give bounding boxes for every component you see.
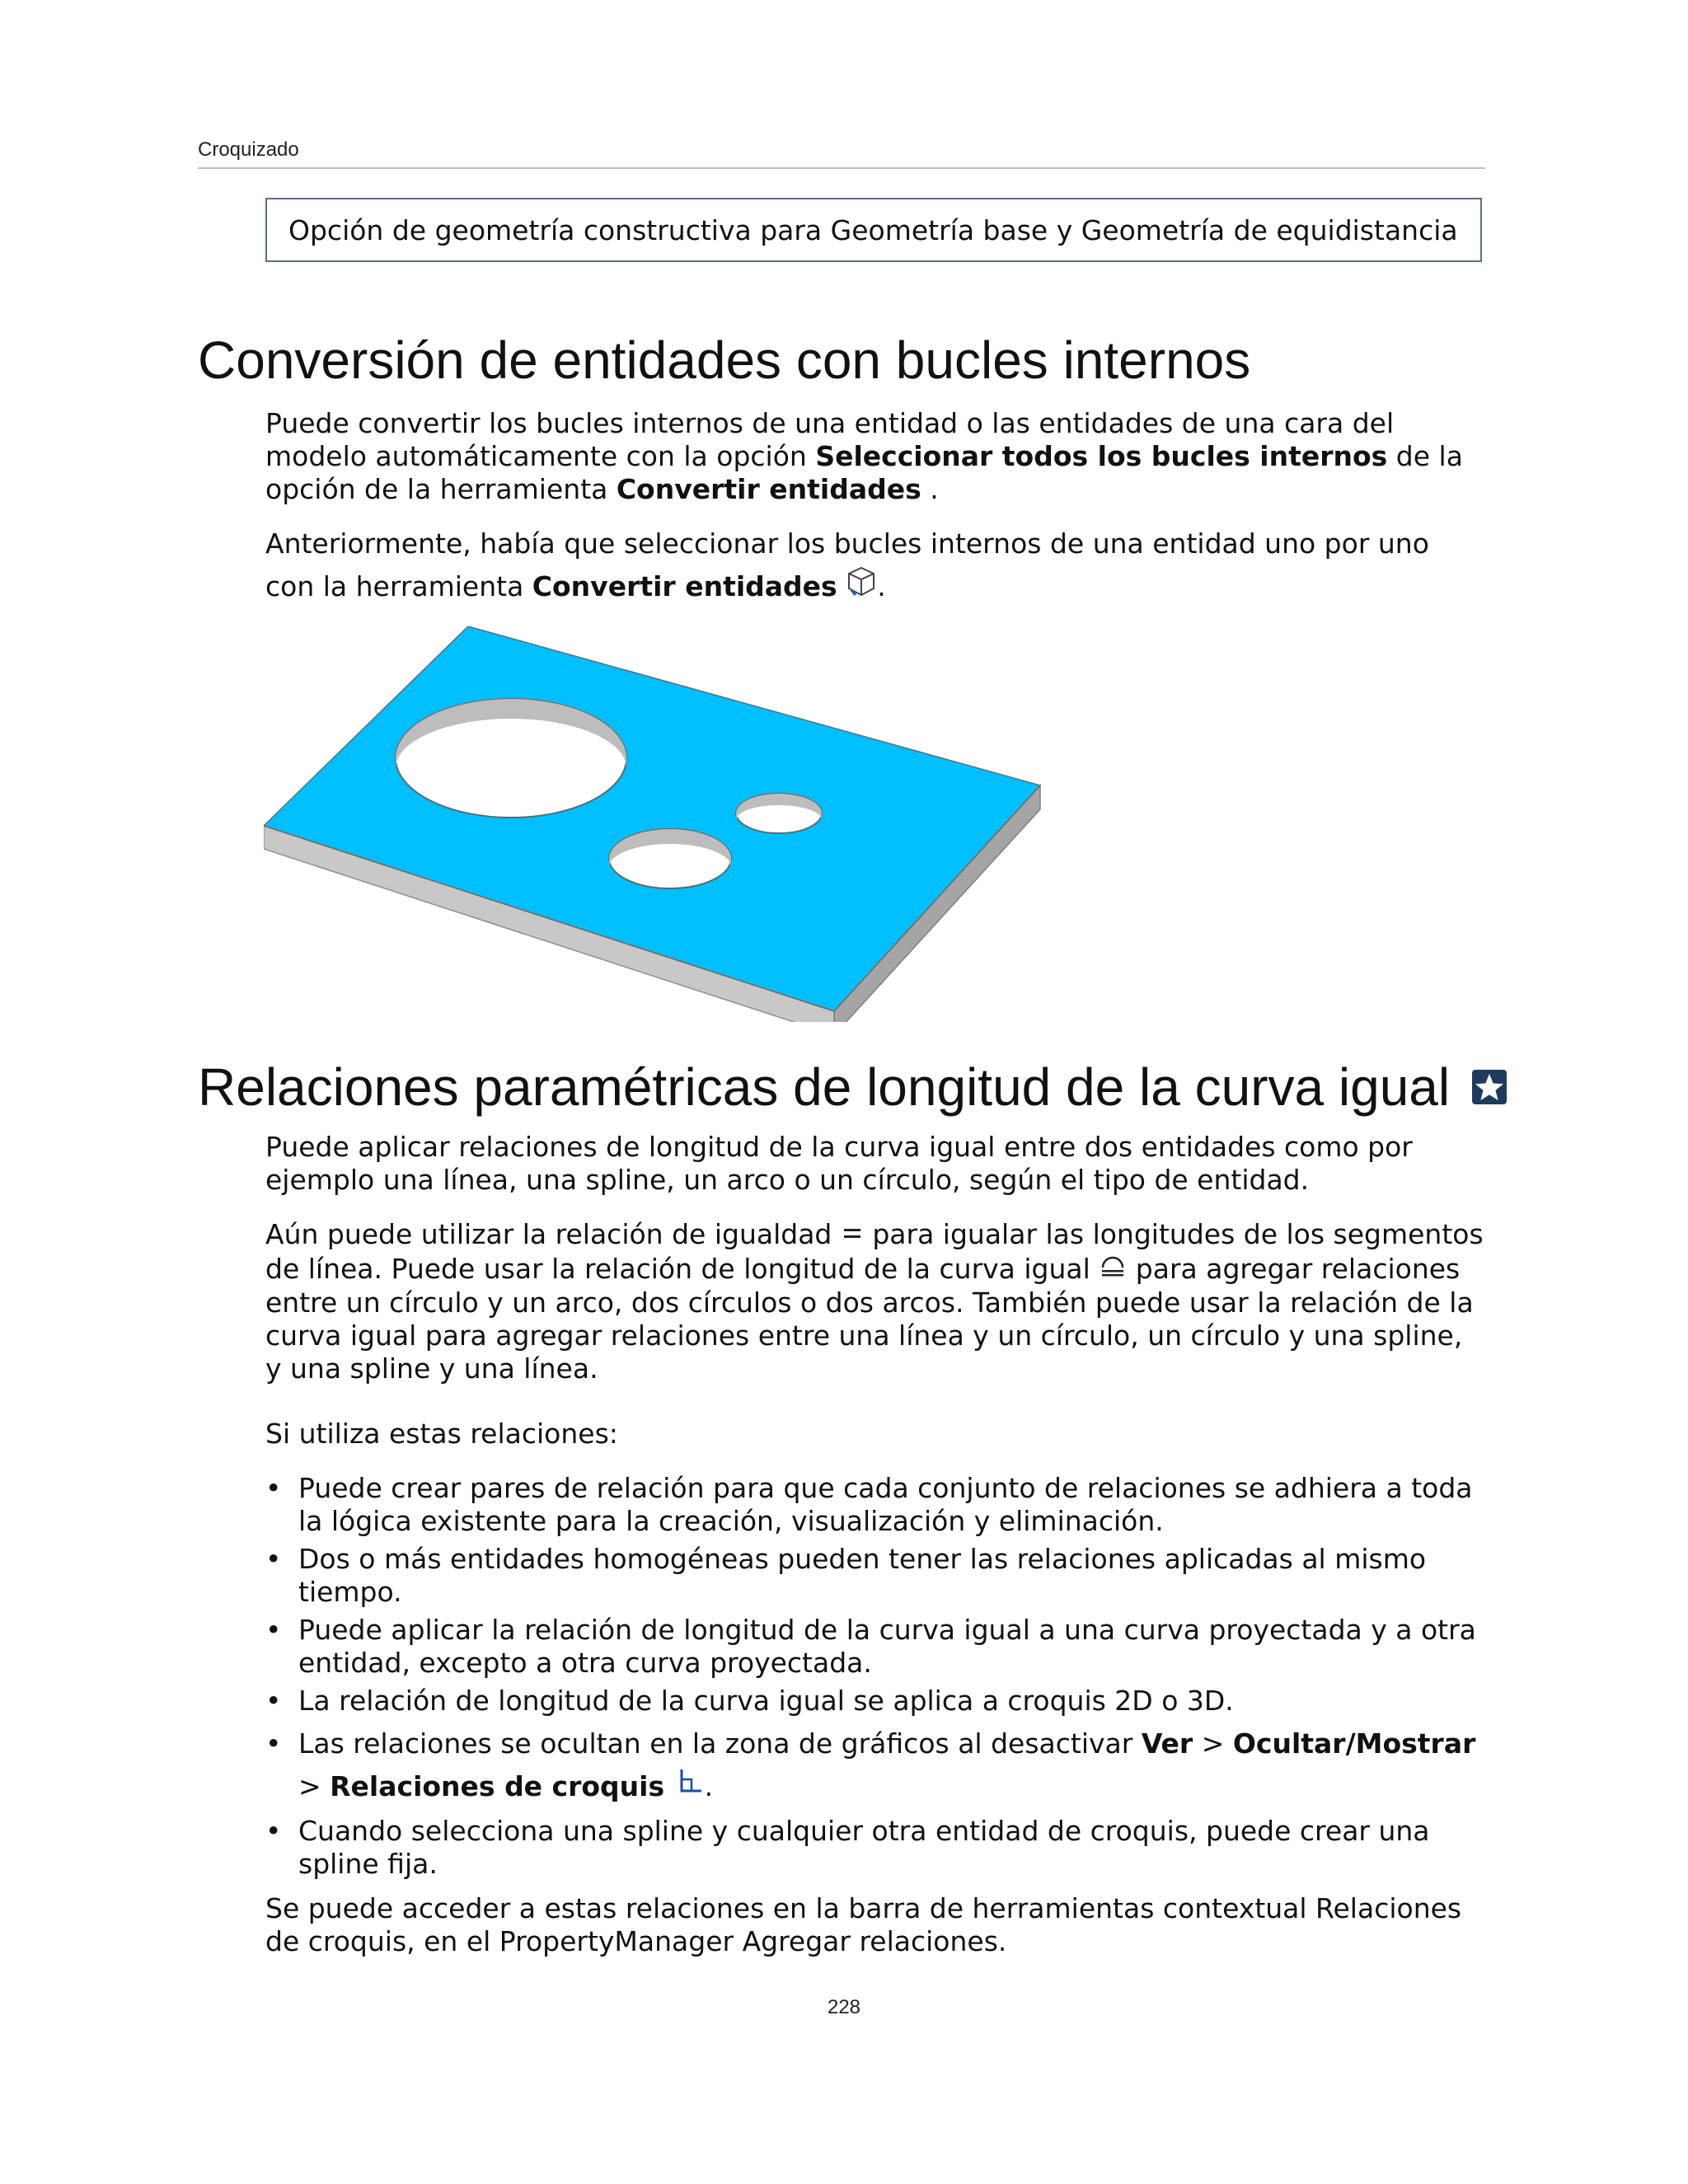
paragraph-equal-curve-details: Aún puede utilizar la relación de igualdad para igualar las longitudes de los segmentos de línea. Puede usar la relación de longitud de la curva igual para agregar relaciones entre un círculo y un arco, dos círculos o dos arcos. También puede usar la relación de la curva igual para agregar relaciones entre una línea y un círculo, un círculo y una spline, y una spline y una línea. [265,1218,1484,1385]
paragraph-if-using: Si utiliza estas relaciones: [265,1418,618,1450]
page-number: 228 [827,1996,861,2018]
list-item: • Dos o más entidades homogéneas pueden tener las relaciones aplicadas al mismo tiempo. [265,1543,1485,1609]
sketch-relations-icon [673,1766,705,1810]
callout-box [265,198,1482,262]
list-item: • Cuando selecciona una spline y cualquier otra entidad de croquis, puede crear una spline fija. [265,1815,1485,1881]
page-header: Croquizado [198,138,299,161]
bold-convert-entities: Convertir entidades [616,473,921,505]
section-heading-conversion: Conversión de entidades con bucles internos [198,330,1251,390]
relations-bullet-list [265,1472,1485,1886]
paragraph-conversion-previous: Anteriormente, había que seleccionar los bucles internos de una entidad uno por uno con la herramienta Convertir entidades . [265,523,1485,611]
equal-relation-icon [841,1220,864,1253]
paragraph-access-relations: Se puede acceder a estas relaciones en la barra de herramientas contextual Relaciones de croquis, en el PropertyManager Agregar relaciones. [265,1892,1462,1957]
convert-entities-icon [846,565,877,611]
bold-select-all-loops: Seleccionar todos los bucles internos [815,440,1388,472]
callout-text: Opción de geometría constructiva para Geometría base y Geometría de equidistancia [288,213,1458,246]
list-item: • Puede crear pares de relación para que cada conjunto de relaciones se adhiera a toda la lógica existente para la creación, visualización y eliminación. [265,1472,1485,1538]
paragraph-conversion-intro: Puede convertir los bucles internos de una entidad o las entidades de una cara del modelo automáticamente con la opción Seleccionar todos los bucles internos de la opción de la herramienta Convertir entidades . [265,407,1463,505]
section-heading-equal-curve-text: Relaciones paramétricas de longitud de la curva igual [198,1057,1451,1117]
section-heading-equal-curve [198,1057,1507,1118]
bold-convert-entities-2: Convertir entidades [532,570,837,602]
plate-with-holes-figure [264,626,1047,1025]
list-item: • Las relaciones se ocultan en la zona de gráficos al desactivar Ver > Ocultar/Mostrar > Relaciones de croquis . [265,1722,1485,1810]
header-divider [198,167,1485,169]
list-item: • La relación de longitud de la curva igual se aplica a croquis 2D o 3D. [265,1685,1485,1718]
equal-curve-length-icon [1099,1254,1127,1286]
list-item: • Puede aplicar la relación de longitud de la curva igual a una curva proyectada y a otra entidad, excepto a otra curva proyectada. [265,1614,1485,1680]
paragraph-equal-curve-intro: Puede aplicar relaciones de longitud de la curva igual entre dos entidades como por ejemplo una línea, una spline, un arco o un círculo, según el tipo de entidad. [265,1131,1413,1196]
new-feature-star-icon [1471,1057,1507,1118]
